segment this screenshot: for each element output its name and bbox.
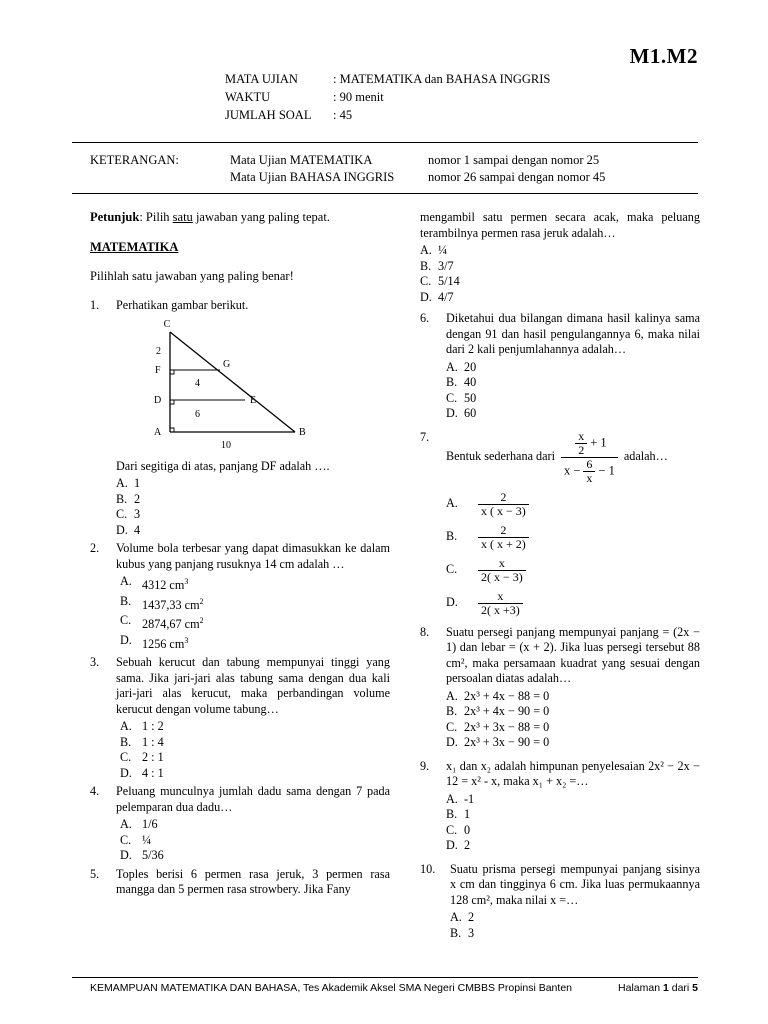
svg-text:E: E — [250, 394, 257, 406]
fraction-denominator: x ( x + 2) — [478, 537, 529, 551]
footer-left-text: KEMAMPUAN MATEMATIKA DAN BAHASA, Tes Akademik Aksel SMA Negeri CMBBS Propinsi Banten — [90, 982, 572, 994]
option-text: 5/36 — [142, 848, 164, 863]
question-body — [116, 784, 390, 864]
question-text: mengambil satu permen secara acak, maka peluang terambilnya permen rasa jeruk adalah… — [420, 210, 700, 240]
question-number: 1. — [90, 298, 100, 312]
document-code: M1.M2 — [629, 44, 698, 68]
petunjuk-text-a: : Pilih — [139, 210, 173, 224]
questions-column-left — [90, 298, 390, 901]
question-item — [420, 759, 700, 854]
inner-fraction-2 — [583, 458, 595, 485]
option-text: 1 : 2 — [142, 719, 164, 734]
option-text: 1/6 — [142, 817, 158, 832]
option-label: B. — [116, 491, 128, 506]
question-number: 4. — [90, 784, 100, 799]
inner-num: x — [578, 428, 585, 443]
numerator-tail: + 1 — [590, 434, 607, 449]
footer-of: dari — [668, 982, 693, 994]
option-item — [446, 360, 700, 376]
option-fraction — [478, 590, 523, 617]
keterangan-block — [90, 152, 605, 186]
option-text: 2 : 1 — [142, 750, 164, 765]
inner-den: x — [583, 471, 595, 485]
option-text: 1 — [464, 807, 471, 821]
inner-fraction — [575, 430, 587, 457]
option-item — [116, 633, 390, 653]
denominator-head: x − — [563, 462, 581, 477]
question-body — [116, 655, 390, 781]
option-item — [420, 290, 700, 306]
question-item — [420, 862, 700, 942]
option-text: 2x³ + 4x − 90 = 0 — [464, 704, 550, 718]
option-label: D. — [446, 406, 458, 420]
question-text: Suatu prisma persegi mempunyai panjang sisinya x cm dan tingginya 6 cm. Jika luas permukaannya 128 cm², maka nilai x =… — [450, 861, 700, 907]
keterangan-label: KETERANGAN: — [90, 153, 179, 167]
svg-text:2: 2 — [156, 345, 161, 357]
option-text: 4312 $cm^3$ — [142, 577, 189, 593]
keterangan-range: nomor 26 sampai dengan nomor 45 — [428, 170, 606, 184]
header-value: : MATEMATIKA dan BAHASA INGGRIS — [333, 72, 551, 86]
option-item — [116, 594, 390, 614]
option-text: -1 — [464, 791, 475, 806]
option-text: 0 — [464, 822, 471, 837]
question-text-pre: Bentuk sederhana dari — [446, 449, 555, 464]
fraction-numerator: 2 — [500, 489, 507, 504]
option-label: A. — [450, 910, 462, 924]
footer-page-info — [618, 982, 698, 994]
option-item — [446, 792, 700, 808]
divider-top — [72, 142, 698, 143]
option-item — [116, 476, 390, 492]
option-item — [446, 689, 700, 705]
svg-text:10: 10 — [221, 439, 231, 451]
question-expression-row — [446, 430, 700, 485]
option-label: A. — [120, 817, 132, 832]
option-item — [116, 613, 390, 633]
option-text: 3 — [468, 925, 475, 940]
option-label: A. — [120, 574, 132, 588]
svg-text:D: D — [154, 394, 162, 406]
question-text: x₁ dan x₂ adalah himpunan penyelesaian 2x² − 2x − 12 = x² - x, maka x₁ + x₂ =… — [446, 758, 700, 788]
option-text: 2 — [464, 838, 471, 852]
keterangan-range: nomor 1 sampai dengan nomor 25 — [428, 153, 600, 167]
options-list — [116, 817, 390, 864]
header-value: : 45 — [333, 108, 353, 122]
option-fraction — [478, 524, 529, 551]
petunjuk-text-b: jawaban yang paling tepat. — [192, 210, 330, 224]
option-label: B. — [446, 375, 458, 389]
question-body — [446, 625, 700, 751]
option-item — [446, 524, 700, 551]
question-text: Suatu persegi panjang mempunyai panjang = (2x − 1) dan lebar = (x + 2). Jika luas persegi tersebut 88 cm², maka persamaan kuadrat yang sesuai dengan persoalan diatas adalah… — [446, 624, 700, 685]
header-row — [225, 106, 550, 124]
question-text: Perhatikan gambar berikut. — [116, 298, 249, 312]
question-body — [446, 311, 700, 422]
header-row — [225, 88, 550, 106]
option-item — [116, 574, 390, 594]
option-text: 4 — [134, 522, 141, 537]
option-item — [446, 807, 700, 823]
option-item — [446, 491, 700, 518]
question-number: 3. — [90, 655, 100, 670]
question-item — [90, 867, 390, 898]
option-label: D. — [120, 632, 132, 647]
option-item — [446, 375, 700, 391]
option-item — [116, 735, 390, 751]
inner-num: 6 — [586, 456, 593, 471]
keterangan-subject: Mata Ujian MATEMATIKA — [230, 153, 373, 167]
option-label: D. — [120, 848, 132, 863]
question-number: 6. — [420, 311, 430, 325]
questions-column-right — [420, 210, 700, 944]
option-item — [446, 590, 700, 617]
svg-text:4: 4 — [195, 377, 200, 389]
fraction-denominator: 2( x +3) — [478, 603, 523, 617]
option-fraction — [478, 491, 529, 518]
option-item — [116, 507, 390, 523]
question-body — [116, 541, 390, 652]
option-item — [446, 406, 700, 422]
svg-text:G: G — [223, 358, 231, 370]
option-label: D. — [420, 289, 432, 304]
keterangan-line — [230, 169, 605, 186]
option-text: 2 — [134, 491, 141, 506]
option-item — [116, 766, 390, 782]
option-label: A. — [420, 243, 432, 257]
footer-total-pages: 5 — [692, 982, 698, 994]
option-text: 40 — [464, 375, 477, 389]
question-text: Toples berisi 6 permen rasa jeruk, 3 permen rasa mangga dan 5 permen rasa strowbery. Jika Fany — [116, 866, 390, 897]
question-item — [420, 430, 700, 617]
svg-text:A: A — [154, 426, 162, 438]
option-label: D. — [120, 765, 132, 780]
question-body — [420, 210, 700, 305]
option-text: 2 — [468, 910, 475, 924]
option-label: A. — [446, 791, 458, 806]
svg-text:F: F — [155, 364, 161, 376]
option-item — [116, 848, 390, 864]
fraction-numerator: 2 — [500, 522, 507, 537]
fraction-denominator — [561, 457, 618, 485]
question-item — [90, 298, 390, 538]
inner-den: 2 — [575, 443, 587, 457]
option-text: 1256 $cm^3$ — [142, 635, 189, 651]
footer-prefix: Halaman — [618, 982, 663, 994]
option-label: B. — [120, 593, 132, 608]
option-label: A. — [446, 496, 458, 511]
option-label: C. — [446, 562, 458, 577]
option-text: 2x³ + 4x − 88 = 0 — [464, 688, 550, 703]
option-label: B. — [446, 807, 458, 821]
question-item — [420, 311, 700, 422]
option-item — [446, 735, 700, 751]
option-item — [446, 557, 700, 584]
option-text: 3/7 — [438, 258, 454, 273]
petunjuk-underline: satu — [172, 210, 193, 224]
exam-header — [225, 70, 550, 124]
options-list — [446, 689, 700, 751]
option-text: 4 : 1 — [142, 765, 164, 780]
option-text: 2874,67 $cm^2$ — [142, 616, 204, 632]
option-item — [116, 523, 390, 539]
question-subtext: Dari segitiga di atas, panjang DF adalah …. — [116, 458, 330, 473]
question-number: 2. — [90, 541, 100, 555]
denominator-tail: − 1 — [598, 462, 615, 477]
header-value: : 90 menit — [333, 90, 384, 104]
keterangan-subject: Mata Ujian BAHASA INGGRIS — [230, 170, 395, 184]
option-label: C. — [446, 390, 458, 405]
options-list — [116, 476, 390, 538]
option-text: 2x³ + 3x − 90 = 0 — [464, 735, 550, 749]
option-text: 20 — [464, 359, 477, 374]
question-text: Volume bola terbesar yang dapat dimasukkan ke dalam kubus yang panjang rusuknya 14 cm adalah … — [116, 541, 390, 571]
option-label: C. — [446, 822, 458, 837]
option-text: 3 — [134, 507, 141, 521]
footer-page-number: 1 — [662, 982, 669, 994]
question-number: 7. — [420, 429, 430, 444]
option-label: A. — [446, 359, 458, 374]
question-text: Diketahui dua bilangan dimana hasil kalinya sama dengan 91 dan hasil pengulangannya 6, maka nilai dari 2 kali penjumlahannya adalah… — [446, 311, 700, 356]
option-text: 50 — [464, 390, 477, 405]
question-body — [116, 867, 390, 898]
option-text: 1437,33 $cm^2$ — [142, 596, 204, 612]
options-list — [446, 360, 700, 422]
option-text: ¼ — [438, 243, 448, 257]
keterangan-line — [230, 152, 605, 169]
option-item — [446, 838, 700, 854]
svg-text:C: C — [163, 319, 171, 330]
fraction-numerator — [561, 430, 618, 457]
option-label: C. — [116, 507, 128, 521]
question-number: 9. — [420, 758, 430, 773]
option-text: 1 — [134, 476, 141, 490]
option-text: 2x³ + 3x − 88 = 0 — [464, 719, 550, 734]
petunjuk-line — [90, 210, 330, 225]
instruction-line: Pilihlah satu jawaban yang paling benar! — [90, 269, 294, 283]
option-text: ¼ — [142, 832, 152, 847]
fraction-denominator: x ( x − 3) — [478, 504, 529, 518]
options-list — [116, 574, 390, 652]
options-list — [446, 491, 700, 617]
option-item — [446, 704, 700, 720]
option-label: D. — [446, 838, 458, 852]
option-label: C. — [420, 274, 432, 288]
option-item — [446, 823, 700, 839]
question-body — [446, 759, 700, 854]
fraction-numerator: x — [498, 555, 505, 570]
option-label: B. — [446, 704, 458, 718]
svg-text:6: 6 — [195, 408, 200, 420]
option-item — [450, 910, 700, 926]
option-label: C. — [446, 719, 458, 734]
question-item — [90, 655, 390, 781]
option-label: D. — [446, 595, 458, 610]
question-body — [116, 298, 390, 538]
option-fraction — [478, 557, 526, 584]
question-text: Peluang munculnya jumlah dadu sama dengan 7 pada pelemparan dua dadu… — [116, 784, 390, 814]
divider-bottom — [72, 977, 698, 978]
option-label: C. — [120, 750, 132, 765]
option-label: C. — [120, 832, 132, 847]
option-item — [450, 926, 700, 942]
option-item — [420, 259, 700, 275]
question-item — [90, 784, 390, 864]
option-label: B. — [450, 925, 462, 940]
option-label: A. — [446, 688, 458, 703]
options-list — [116, 719, 390, 781]
fraction-numerator: x — [497, 588, 504, 603]
question-item — [420, 625, 700, 751]
header-label: JUMLAH SOAL — [225, 108, 312, 122]
option-label: D. — [446, 735, 458, 749]
option-item — [116, 492, 390, 508]
svg-text:B: B — [299, 426, 306, 438]
option-label: B. — [420, 258, 432, 273]
option-item — [446, 720, 700, 736]
question-text: Sebuah kerucut dan tabung mempunyai tinggi yang sama. Jika jari-jari alas tabung sama dengan dua kali jari-jari alas kerucut, maka perbandingan volume kerucut dengan volume tabung… — [116, 655, 390, 716]
option-item — [116, 719, 390, 735]
petunjuk-label: Petunjuk — [90, 210, 140, 224]
option-item — [116, 833, 390, 849]
header-label: MATA UJIAN — [225, 72, 298, 86]
option-label: B. — [446, 529, 458, 544]
option-item — [420, 274, 700, 290]
question-continuation — [420, 210, 700, 305]
options-list — [446, 792, 700, 854]
header-label: WAKTU — [225, 90, 271, 104]
header-row — [225, 70, 550, 88]
option-item — [116, 750, 390, 766]
complex-fraction — [561, 430, 618, 485]
option-label: A. — [116, 476, 128, 490]
option-label: C. — [120, 613, 132, 628]
option-text: 60 — [464, 406, 477, 420]
triangle-figure — [130, 320, 360, 455]
option-item — [446, 391, 700, 407]
option-label: D. — [116, 522, 128, 537]
question-body — [446, 430, 700, 617]
options-list — [450, 910, 700, 941]
fraction-denominator: 2( x − 3) — [478, 570, 526, 584]
option-text: 1 : 4 — [142, 734, 164, 749]
question-number: 10. — [420, 861, 436, 876]
option-label: B. — [120, 734, 132, 749]
option-item — [116, 817, 390, 833]
option-item — [420, 243, 700, 259]
question-body — [450, 862, 700, 942]
question-number: 8. — [420, 624, 430, 639]
option-text: 5/14 — [438, 274, 460, 288]
option-text: 4/7 — [438, 289, 454, 304]
keterangan-lines — [230, 152, 605, 186]
question-item — [90, 541, 390, 652]
question-text-post: adalah… — [623, 449, 668, 464]
subject-title: MATEMATIKA — [90, 240, 179, 254]
page-footer — [90, 982, 698, 994]
option-label: A. — [120, 719, 132, 734]
divider-mid — [72, 193, 698, 194]
question-number: 5. — [90, 866, 100, 881]
options-list — [420, 243, 700, 305]
